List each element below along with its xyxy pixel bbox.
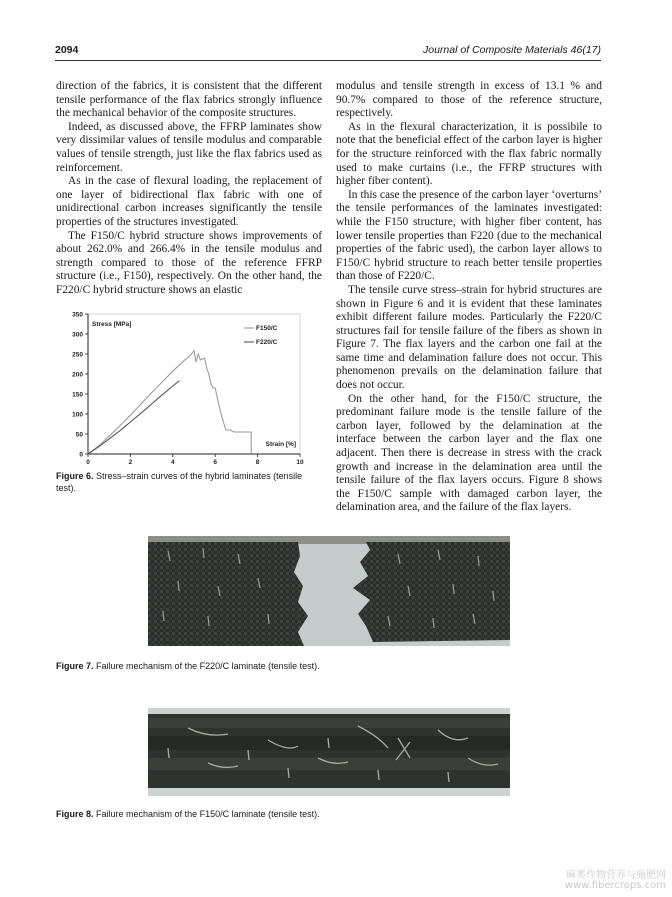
y-tick-label: 50 [75, 431, 83, 439]
page-number: 2094 [55, 44, 79, 56]
y-axis-label: Stress [MPa] [92, 321, 132, 328]
legend-label: F220/C [256, 339, 278, 346]
figure-7-photo [148, 536, 510, 646]
watermark-url: www.fibercrops.com [564, 880, 666, 891]
caption-text: Failure mechanism of the F150/C laminate (tensile test). [96, 809, 320, 819]
figure-label: Figure 7. [56, 661, 94, 671]
x-tick-label: 8 [255, 459, 260, 466]
figure-label: Figure 8. [56, 809, 94, 819]
chart-text [72, 312, 304, 467]
paragraph: The F150/C hybrid structure shows improvements of about 262.0% and 266.4% in the tensile modulus and strength compared to those of the reference FFRP structure (i.e., F150), respectively. On the other hand, the F220/C hybrid structure shows an elastic [56, 229, 322, 296]
x-tick-label: 10 [296, 459, 304, 466]
paragraph: As in the flexural characterization, it is possibile to note that the beneficial effect of the carbon layer is higher for the structure reinforced with the flax fabric normally used to make curtains (i.e., the FFRP structures with higher fiber content). [336, 120, 602, 188]
figure-8-photo [148, 708, 510, 796]
y-tick-label: 350 [72, 311, 83, 319]
x-tick-label: 4 [170, 459, 175, 466]
x-tick-label: 6 [213, 459, 218, 466]
y-tick-label: 200 [72, 371, 83, 379]
y-tick-label: 300 [72, 331, 83, 339]
paragraph: In this case the presence of the carbon layer ‘overturns’ the tensile performances of the laminates investigated: while the F150 structure, with higher fiber content, has lower tensile properties than F220 (due to the mechanical properties of the fabric used), the carbon layer allows to F150/C hybrid structure to reach better tensile properties than those of F220/C. [336, 188, 602, 283]
left-column [56, 80, 322, 298]
paragraph: The tensile curve stress–strain for hybrid structures are shown in Figure 6 and it is evident that these laminates exhibit different failure modes. Particularly the F220/C structures fail for tensile failure of the fibers as shown in Figure 7. The flax layers and the carbon one fail at the same time and delamination failure does not occur. This phenomenon prevails on the delamination failure that does not occur. [336, 283, 602, 392]
watermark-text: 麻类作物营养与施肥网 [566, 870, 666, 881]
figure-7-caption [56, 660, 596, 672]
figure-6-caption [56, 470, 304, 494]
paragraph: direction of the fabrics, it is consistent that the different tensile performance of the flax fabrics strongly influence the mechanical behavior of the composite structures. [56, 80, 322, 120]
y-tick-label: 0 [79, 451, 83, 459]
paragraph: modulus and tensile strength in excess of 13.1 % and 90.7% compared to those of the reference structure, respectively. [336, 80, 602, 120]
stress-strain-chart [56, 306, 316, 466]
y-tick-label: 100 [72, 411, 83, 419]
figure-label: Figure 6. [56, 471, 94, 481]
caption-text: Stress–strain curves of the hybrid laminates (tensile test). [56, 471, 303, 493]
y-tick-label: 250 [72, 351, 83, 359]
x-axis-label: Strain [%] [265, 441, 296, 448]
x-tick-label: 2 [128, 459, 133, 466]
legend-label: F150/C [256, 325, 278, 332]
running-header [55, 44, 601, 60]
paragraph: Indeed, as discussed above, the FFRP laminates show very dissimilar values of tensile modulus and comparable values of tensile strength, just like the flax fabrics used as reinforcement. [56, 120, 322, 174]
plot-frame [88, 314, 300, 454]
chart-series [88, 351, 251, 454]
paragraph: On the other hand, for the F150/C structure, the predominant failure mode is the tensile failure of the carbon layer, followed by the delamination at the interface between the carbon layer and the flax one adjacent. Then there is decrease in stress with the crack growth and increase in the delamination area until the tensile failure of the flax layers occurs. Figure 8 shows the F150/C sample with damaged carbon layer, the delamination area, and the failure of the flax layers. [336, 392, 602, 514]
journal-title: Journal of Composite Materials 46(17) [423, 44, 601, 56]
header-rule [55, 60, 601, 61]
y-tick-label: 150 [72, 391, 83, 399]
series-line-f150-c [88, 351, 251, 454]
x-tick-label: 0 [86, 459, 90, 466]
right-column [336, 80, 602, 515]
paragraph: As in the case of flexural loading, the replacement of one layer of bidirectional flax fabric with one of unidirectional carbon increases significantly the tensile properties of the structures investigated. [56, 175, 322, 228]
figure-8-caption [56, 808, 596, 820]
caption-text: Failure mechanism of the F220/C laminate (tensile test). [96, 661, 320, 671]
chart-axes [85, 314, 300, 457]
